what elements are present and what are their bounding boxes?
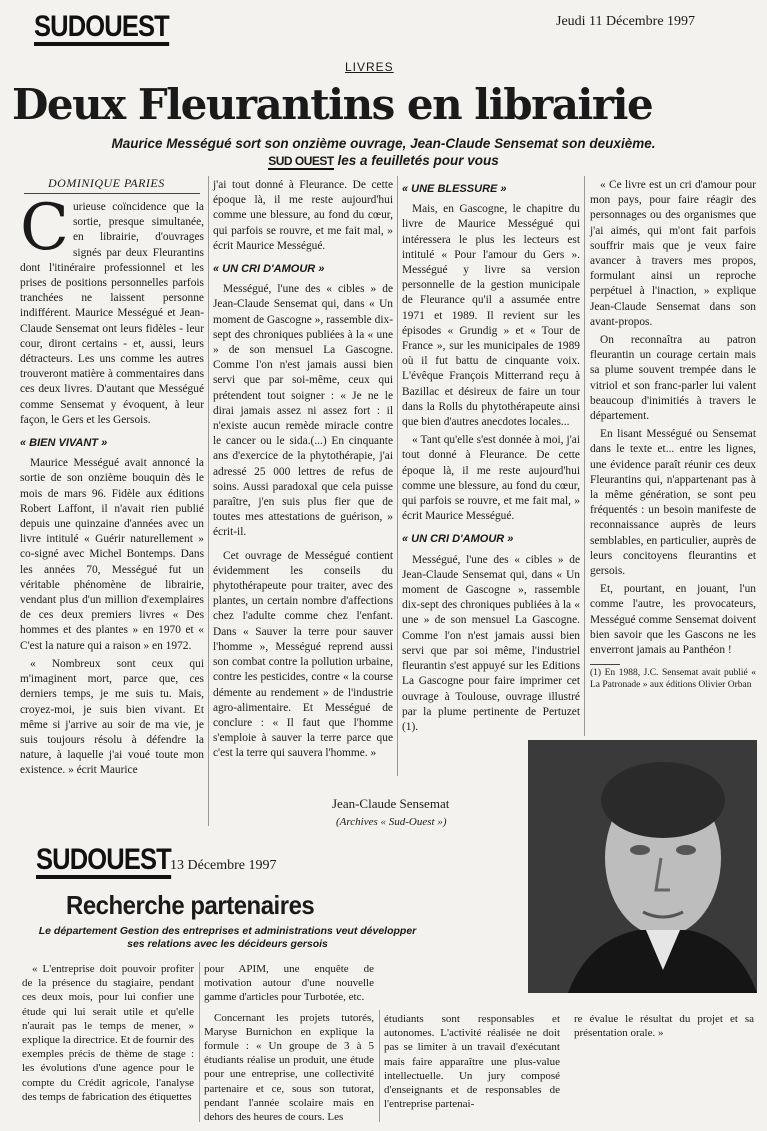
deck-logo: SUD OUEST <box>268 154 334 168</box>
article-column-2 <box>213 178 393 765</box>
issue-date: Jeudi 11 Décembre 1997 <box>556 14 696 29</box>
paragraph: Mais, en Gascogne, le chapitre du livre de Maurice Mességué qui intéressera le plus les lecteurs est intitulé « Pour l'amour du Gers ». Mességué y livre sa version personnelle de la gestion municipale de Fleurance qu'il a assumée entre 1971 et 1989. Il revient sur les épisodes « Grundig » et « Tour de France », sur les municipales de 1989 où il fut battu de cinquante voix. L'évêque François Mitterrand reçu à Bazillac et désireux de faire un tour dans la Rolls du phytothérapeute ainsi que bien d'autres anecdotes locales... <box>402 203 580 429</box>
article-column-1 <box>20 191 204 782</box>
footnote: (1) En 1988, J.C. Sensemat avait publié « La Patronade » aux éditions Olivier Orban <box>590 668 756 690</box>
intertitle-cri-d-amour: « UN CRI D'AMOUR » <box>213 263 325 276</box>
paragraph: pour APIM, une enquête de motivation autour d'une nouvelle gamme d'articles pour Turbotée, etc. <box>204 963 374 1004</box>
article-column-4 <box>590 178 756 691</box>
article2-column-3 <box>384 1012 560 1114</box>
intertitle-cri-d-amour: « UN CRI D'AMOUR » <box>402 533 514 546</box>
column-divider <box>199 962 200 1122</box>
intertitle-bien-vivant: « BIEN VIVANT » <box>20 437 108 450</box>
photo-caption-name: Jean-Claude Sensemat <box>332 796 450 811</box>
paragraph: Concernant les projets tutorés, Maryse Burnichon en explique la formule : « Un groupe de 3 à 5 étudiants réalise un produit, une étude pour une entreprise, une collectivité partenaire et ce, sous son tutorat, pendant l'année scolaire mais en dehors des heures de cours. Les <box>204 1011 374 1124</box>
paragraph: re évalue le résultat du projet et sa présentation orale. » <box>574 1013 754 1040</box>
deck <box>20 136 747 168</box>
paragraph: étudiants sont responsables et autonomes. L'activité réalisée ne doit pas se limiter à un travail d'exécutant mais faire apparaître une plus-value intellectuelle. Un jury composé d'enseignants et de responsables de l'entreprise partenai- <box>384 1013 560 1111</box>
photo-caption-source: (Archives « Sud-Ouest ») <box>336 816 447 828</box>
intertitle-une-blessure: « UNE BLESSURE » <box>402 183 507 195</box>
article2-date: 13 Décembre 1997 <box>170 858 277 873</box>
paragraph: j'ai tout donné à Fleurance. De cette époque là, il me reste aujourd'hui comme une blessure, au fond du cœur, qui parfois se rouvre, et me fait mal, » écrit Maurice Mességué. <box>213 179 393 252</box>
article2-column-4 <box>574 1012 754 1043</box>
portrait-illustration <box>528 740 757 993</box>
article-column-3 <box>402 182 580 738</box>
paragraph: Et, pourtant, en jouant, l'un comme l'autre, les provocateurs, Mességué comme Sensemat doivent bien savoir que les Gascons ne les enverront jamais au Panthéon ! <box>590 583 756 657</box>
article2-column-2 <box>204 962 374 1127</box>
paragraph: « Nombreux sont ceux qui m'imaginent mort, parce que, ces derniers temps, je me suis tu. Mais, croyez-moi, je suis bien vivant. Et même si j'arrive au soir de ma vie, je suis toujours résolu à défendre la nature, à laquelle j'ai voué toute mon existence. » écrit Maurice <box>20 657 204 777</box>
column-divider <box>208 176 209 826</box>
drop-cap: C <box>20 191 69 265</box>
article2-deck: Le département Gestion des entreprises et administrations veut développer ses relations avec les décideurs gersois <box>38 925 417 950</box>
paragraph: « Ce livre est un cri d'amour pour mon pays, pour faire réagir des personnages ou des organismes que j'ai aimés, qui m'ont fait parfois souffrir mais que je veux faire avancer à travers mes propos, formulant ainsi un reproche perpétuel à l'inaction, » explique Jean-Claude Sensemat dans son avant-propos. <box>590 179 756 328</box>
column-divider <box>584 176 585 736</box>
column-divider <box>397 176 398 776</box>
paragraph: « Tant qu'elle s'est donnée à moi, j'ai tout donné à Fleurance. De cette époque là, il me reste aujourd'hui comme une blessure, au fond du cœur, qui parfois se rouvre, et me fait mal, » écrit Maurice Mességué. <box>402 434 580 523</box>
sudouest-logo: SUDOUEST <box>34 12 169 46</box>
column-divider <box>379 1010 380 1122</box>
sudouest-logo-2: SUDOUEST <box>36 845 171 879</box>
article2-title: Recherche partenaires <box>66 890 315 920</box>
paragraph: Maurice Mességué avait annoncé la sortie de son onzième bouquin dès le mois de mars 96. Fidèle aux éditions Robert Laffont, il n'avait rien publié depuis une quinzaine d'années avec un livre intitulé « Guérir naturellement » co-signé avec Michel Bontemps. Dans les années 70, Mességué fut un véritable phénomène de librairie, vendant plus d'un million d'exemplaires de ces deux premiers livres « Des hommes et des plantes » en 1970 et « C'est la nature qui a raison » en 1972. <box>20 457 204 652</box>
portrait-photo <box>528 740 757 993</box>
section-rubric: LIVRES <box>345 60 394 74</box>
paragraph: Mességué, l'une des « cibles » de Jean-Claude Sensemat qui, dans « Un moment de Gascogne », rassemble dix-sept des chroniques publiées à la « une » de son mensuel La Gascogne. Comme l'on n'est jamais aussi bien servi que par soi-même, ceux qui prétendent tout soigner : « Je ne le dirai jamais assez ni assez fort : il n'existe aucun remède miracle contre le cancer ou le sida.(...) En cinquante ans d'exercice de la phytothérapie, j'ai adressé 25 000 lettres de refus de soins. Aussi paradoxal que cela puisse paraître, j'en suis plus fier que de toutes mes attestations de guérison, » écrit-il. <box>213 283 393 539</box>
article2-column-1 <box>22 962 194 1107</box>
paragraph: Mességué, l'une des « cibles » de Jean-Claude Sensemat qui, dans « Un moment de Gascogne », rassemble dix-sept des chroniques publiées à la « une » de son mensuel La Gascogne. Comme l'on n'est jamais aussi bien servi que par soi même, l'industriel fleurantin s'est appuyé sur les Editions La Gascogne pour faire imprimer cet ouvrage à Toulouse, ouvrage illustré par la plume pertinente de Pertuzet (1). <box>402 553 580 733</box>
deck-line-1: Maurice Mességué sort son onzième ouvrage, Jean-Claude Sensemat son deuxième. <box>111 136 656 151</box>
intro-paragraph: urieuse coïncidence que la sortie, presque simultanée, en librairie, d'ouvrages signés par deux Fleurantins dont l'itinéraire professionnel et les prises de positions personnelles parfois tranchées ne laissent personne indifférent. Maurice Mességué et Jean-Claude Sensemat ont leurs fidèles - leur cour, diront certains - et, aussi, leurs détracteurs. Les uns comme les autres trouveront matière à commentaires dans ces deux livres. D'autant que Mességué comme Sensemat y évoquent, à leur façon, le Gers et les Gersois. <box>20 201 204 426</box>
paragraph: Cet ouvrage de Mességué contient évidemment les conseils du phytothérapeute pour traiter, avec des plantes, un certain nombre d'affections chez l'adulte comme chez l'enfant. Dans « Sauver la terre pour sauver l'homme », Mességué reprend aussi son combat contre la pollution urbaine, contre les pesticides, contre « la course démente au rendement » de l'industrie agro-alimentaire. Et Mességué de conclure : « Il faut que l'homme s'emploie à sauver la terre parce que c'est la terre qui sauvera l'homme. » <box>213 549 393 760</box>
paragraph: On reconnaîtra au patron fleurantin un courage certain mais sa plume souvent trempée dans le vitriol et son franc-parler lui valent beaucoup d'inimitiés à travers le département. <box>590 334 756 423</box>
paragraph: En lisant Mességué ou Sensemat dans le texte et... entre les lignes, une évidence paraît réunir ces deux Fleurantins qui, n'appartenant pas à la même génération, se sont peu fréquentés : un besoin manifeste de reconnaissance auprès de leurs semblables, en particulier, auprès de leurs concitoyens fleurantins et gersois. <box>590 428 756 578</box>
byline: DOMINIQUE PARIES <box>24 176 200 194</box>
paragraph: « L'entreprise doit pouvoir profiter de la présence du stagiaire, pendant ces deux mois, pour lui confier une étude qui lui serait utile et qu'elle n'aurait pas le temps de mener, » explique la directrice. Et de fournir des exemples précis de thème de stage : les évolutions d'une agence pour le compte du Crédit agricole, l'analyse des temps de fabrication des étiquettes <box>22 963 194 1103</box>
deck-line-2: les a feuilletés pour vous <box>337 153 499 168</box>
headline: Deux Fleurantins en librairie <box>12 80 653 129</box>
